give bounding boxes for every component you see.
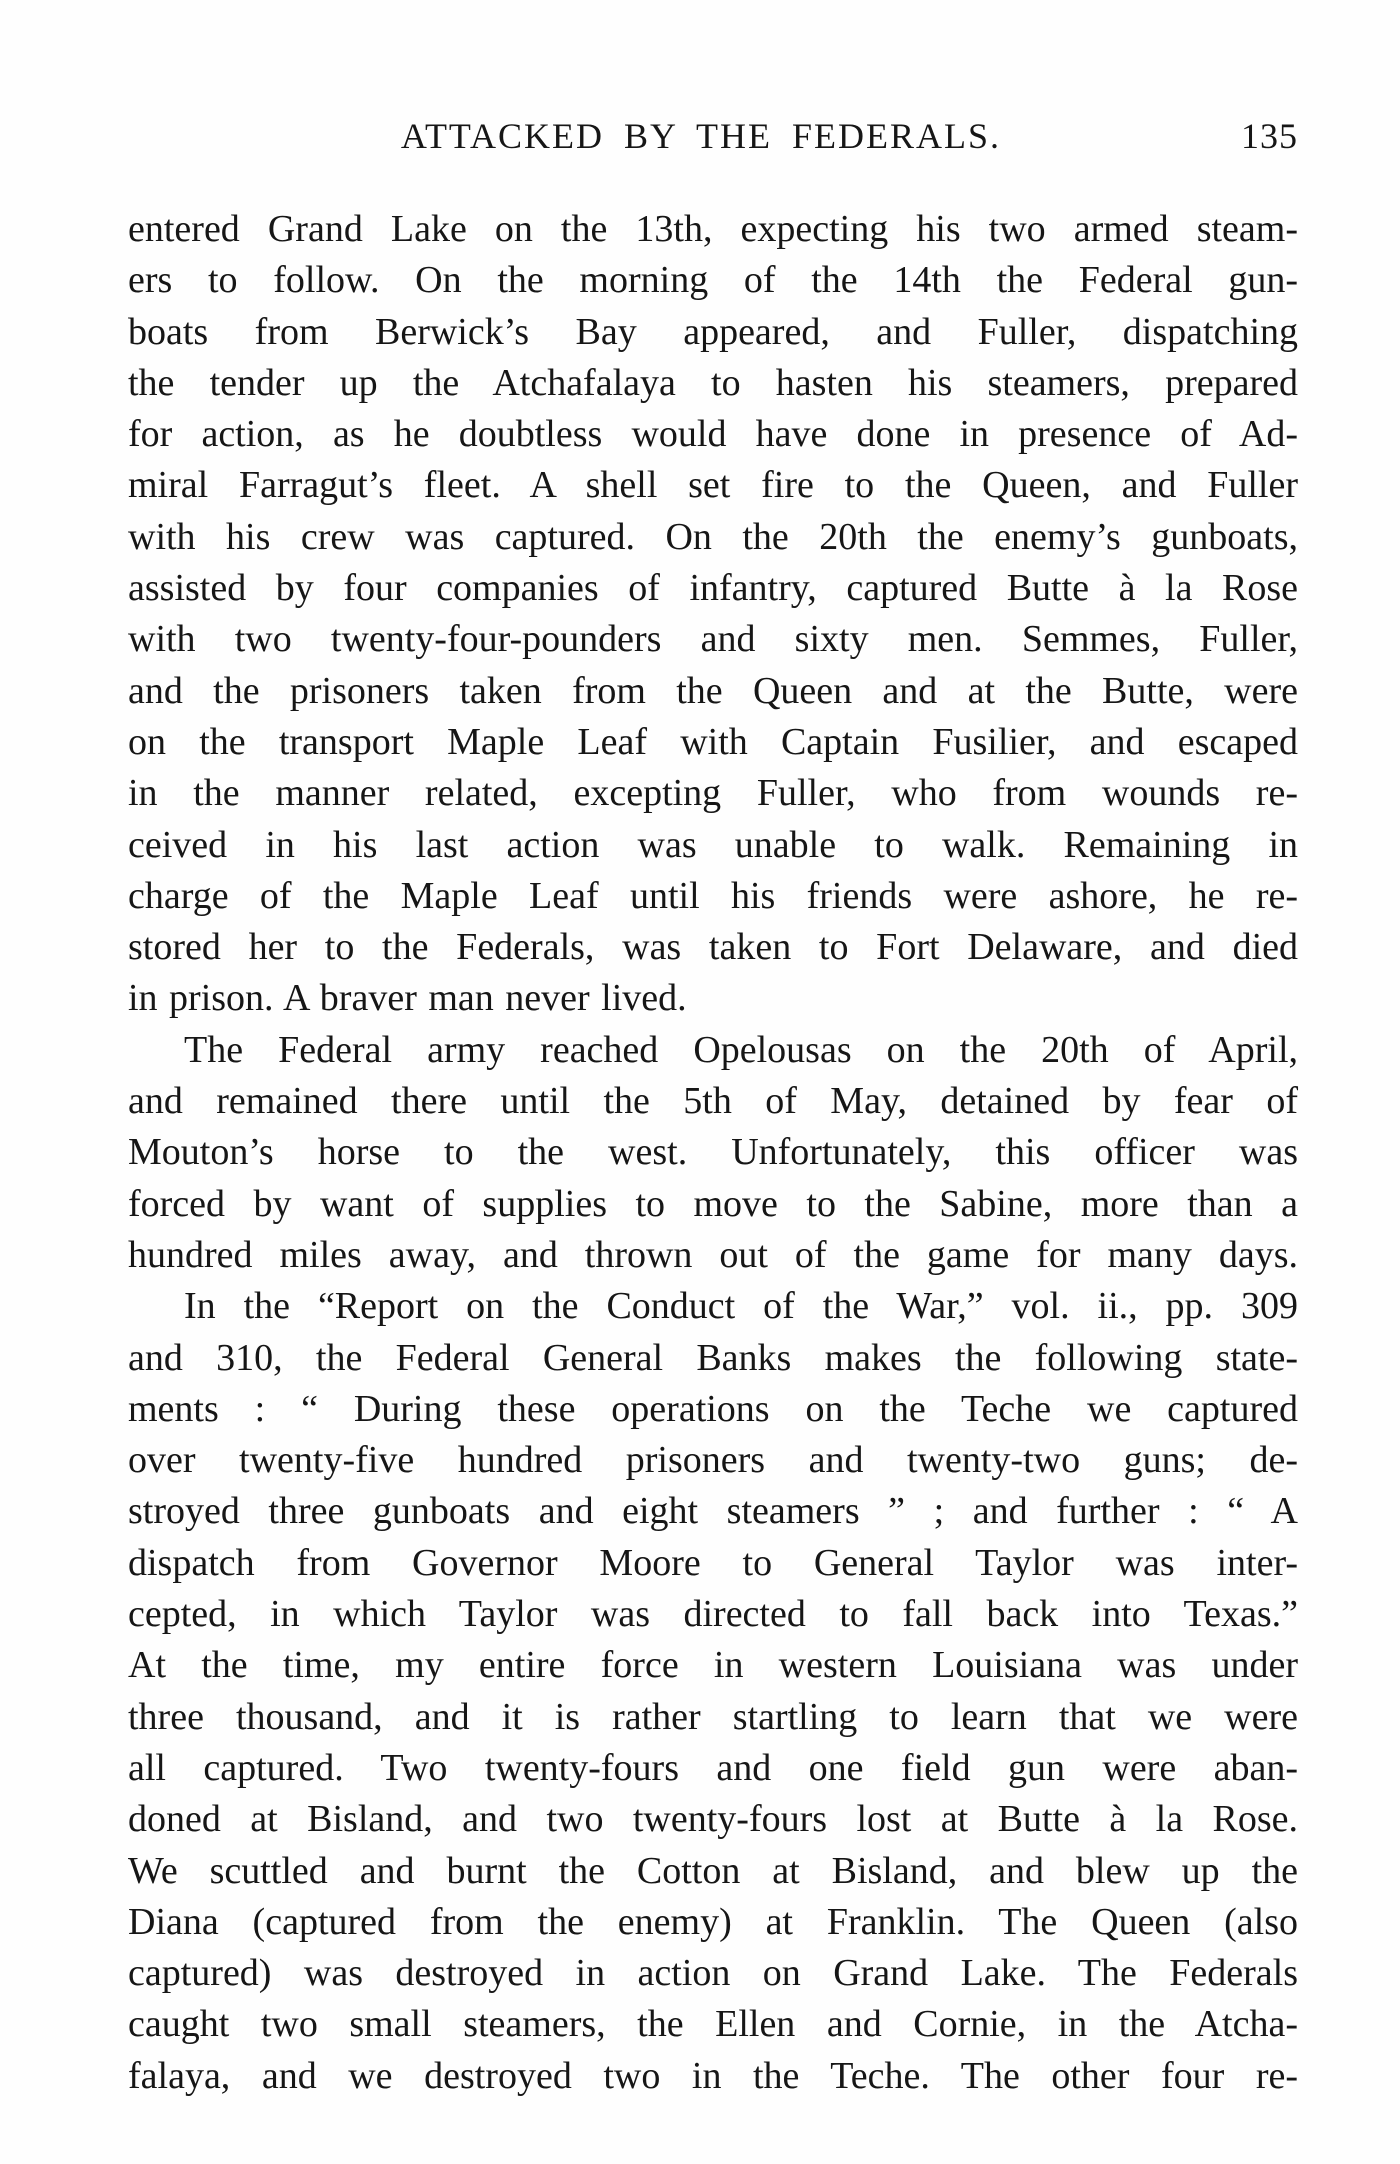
text-line: entered Grand Lake on the 13th, expecting his two armed steam- xyxy=(128,208,1298,250)
text-line: We scuttled and burnt the Cotton at Bisland, and blew up the xyxy=(128,1849,1298,1892)
text-line: At the time, my entire force in western Louisiana was under xyxy=(128,1644,1298,1687)
text-line: hundred miles away, and thrown out of the game for many days. xyxy=(128,1233,1298,1276)
text-line: stored her to the Federals, was taken to Fort Delaware, and died xyxy=(128,926,1298,969)
page-header-title: ATTACKED BY THE FEDERALS. xyxy=(400,116,1002,156)
text-line: captured) was destroyed in action on Grand Lake. The Federals xyxy=(128,1952,1298,1995)
text-line: in the manner related, excepting Fuller, who from wounds re- xyxy=(128,772,1298,815)
text-line: all captured. Two twenty-fours and one field gun were aban- xyxy=(128,1746,1298,1789)
text-line: Diana (captured from the enemy) at Franklin. The Queen (also xyxy=(128,1900,1298,1943)
text-line: In the “Report on the Conduct of the War,” vol. ii., pp. 309 xyxy=(184,1285,1298,1328)
text-line: and 310, the Federal General Banks makes the following state- xyxy=(128,1336,1298,1379)
text-line: and the prisoners taken from the Queen and at the Butte, were xyxy=(128,669,1298,712)
text-line: ceived in his last action was unable to walk. Remaining in xyxy=(128,823,1298,866)
text-line: The Federal army reached Opelousas on the 20th of April, xyxy=(184,1028,1298,1071)
text-line: charge of the Maple Leaf until his friends were ashore, he re- xyxy=(128,874,1298,917)
text-line: cepted, in which Taylor was directed to fall back into Texas.” xyxy=(128,1593,1298,1636)
text-line: for action, as he doubtless would have done in presence of Ad- xyxy=(128,413,1298,456)
text-line: forced by want of supplies to move to the Sabine, more than a xyxy=(128,1182,1298,1225)
text-line: with his crew was captured. On the 20th the enemy’s gunboats, xyxy=(128,515,1298,558)
text-line: dispatch from Governor Moore to General Taylor was inter- xyxy=(128,1541,1298,1584)
text-line: over twenty-five hundred prisoners and twenty-two guns; de- xyxy=(128,1439,1298,1482)
text-line: three thousand, and it is rather startling to learn that we were xyxy=(128,1695,1298,1738)
text-line: ers to follow. On the morning of the 14th the Federal gun- xyxy=(128,259,1298,302)
text-line: doned at Bisland, and two twenty-fours lost at Butte à la Rose. xyxy=(128,1798,1298,1841)
text-line: assisted by four companies of infantry, captured Butte à la Rose xyxy=(128,567,1298,610)
text-line: boats from Berwick’s Bay appeared, and Fuller, dispatching xyxy=(128,310,1298,353)
running-header xyxy=(128,112,1298,160)
text-line: ments : “ During these operations on the Teche we captured xyxy=(128,1387,1298,1430)
text-line: the tender up the Atchafalaya to hasten his steamers, prepared xyxy=(128,361,1298,404)
text-line: falaya, and we destroyed two in the Teche. The other four re- xyxy=(128,2054,1298,2097)
text-line: and remained there until the 5th of May, detained by fear of xyxy=(128,1080,1298,1123)
text-line: on the transport Maple Leaf with Captain Fusilier, and escaped xyxy=(128,720,1298,763)
page-body xyxy=(128,204,1298,2102)
text-line: stroyed three gunboats and eight steamers ” ; and further : “ A xyxy=(128,1490,1298,1533)
text-line: with two twenty-four-pounders and sixty men. Semmes, Fuller, xyxy=(128,618,1298,661)
text-line: miral Farragut’s fleet. A shell set fire to the Queen, and Fuller xyxy=(128,464,1298,507)
text-line: in prison. A braver man never lived. xyxy=(128,977,687,1020)
text-line: caught two small steamers, the Ellen and Cornie, in the Atcha- xyxy=(128,2003,1298,2046)
text-line: Mouton’s horse to the west. Unfortunately, this officer was xyxy=(128,1131,1298,1174)
page-number: 135 xyxy=(1241,116,1298,156)
